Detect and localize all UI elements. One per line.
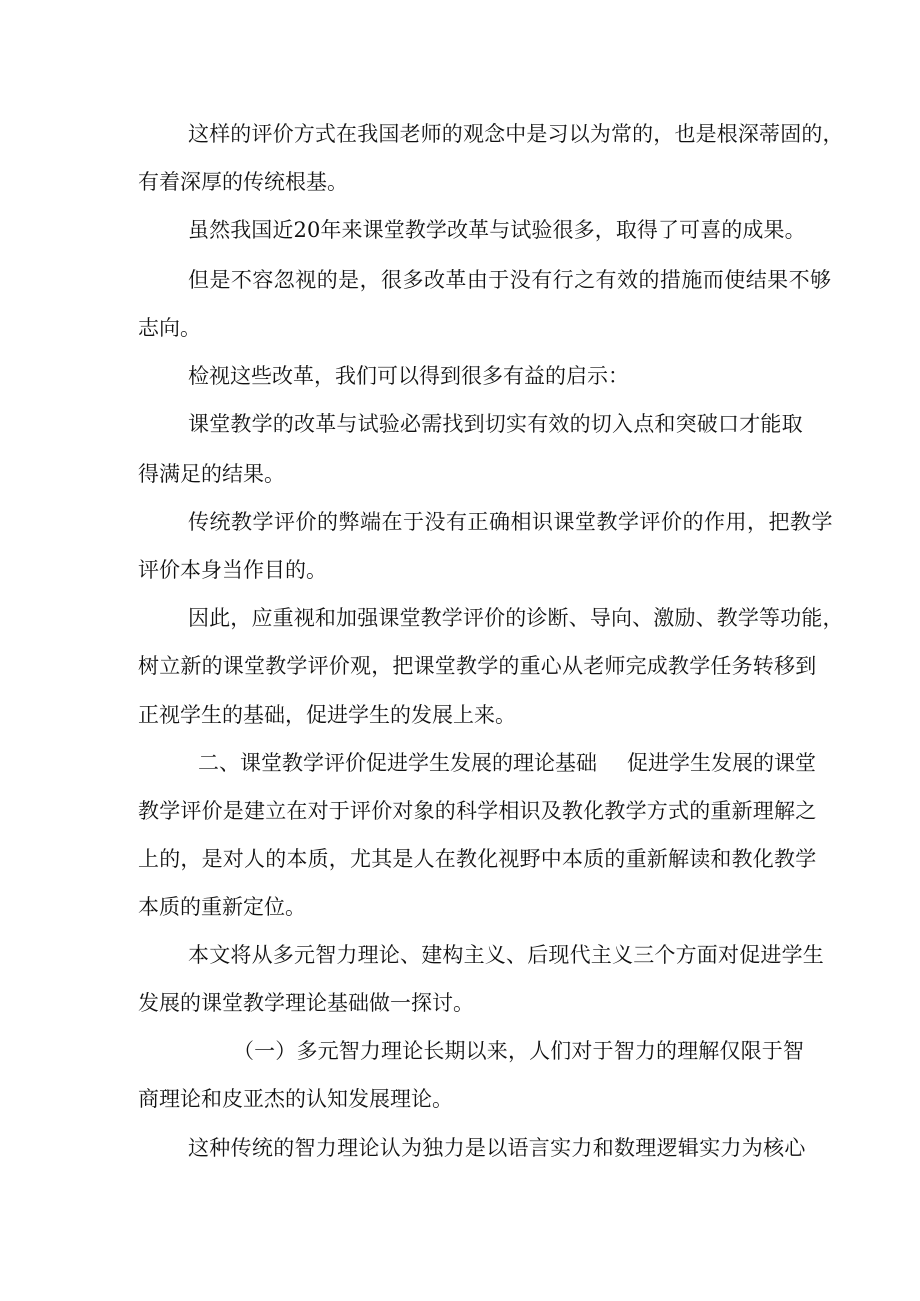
paragraph-4: 检视这些改革，我们可以得到很多有益的启示： <box>188 364 629 388</box>
section-heading-line <box>198 749 816 777</box>
paragraph-9-line-1: 本文将从多元智力理论、建构主义、后现代主义三个方面对促进学生 <box>188 943 824 967</box>
paragraph-8-line-3: 上的，是对人的本质，尤其是人在教化视野中本质的重新解读和教化教学 <box>138 847 817 871</box>
paragraph-5-line-2: 得满足的结果。 <box>138 462 285 486</box>
paragraph-8-start: 促进学生发展的课堂 <box>627 751 816 775</box>
section-heading: 二、课堂教学评价促进学生发展的理论基础 <box>198 751 597 775</box>
paragraph-6-line-1: 传统教学评价的弊端在于没有正确相识课堂教学评价的作用，把教学 <box>188 510 833 534</box>
paragraph-7-line-2: 树立新的课堂教学评价观，把课堂教学的重心从老师完成教学任务转移到 <box>138 654 817 678</box>
paragraph-6-line-2: 评价本身当作目的。 <box>138 558 327 582</box>
paragraph-8-line-2: 教学评价是建立在对于评价对象的科学相识及教化教学方式的重新理解之 <box>138 799 817 823</box>
subsection-heading-line: （一）多元智力理论长期以来，人们对于智力的理解仅限于智 <box>233 1039 805 1063</box>
paragraph-2: 虽然我国近20年来课堂教学改革与试验很多，取得了可喜的成果。 <box>188 218 806 242</box>
paragraph-9-line-2: 发展的课堂教学理论基础做一探讨。 <box>138 991 474 1015</box>
paragraph-3-line-1: 但是不容忽视的是，很多改革由于没有行之有效的措施而使结果不够 <box>188 268 832 292</box>
paragraph-7-line-3: 正视学生的基础，促进学生的发展上来。 <box>138 703 516 727</box>
paragraph-8-line-4: 本质的重新定位。 <box>138 895 306 919</box>
paragraph-1-line-2: 有着深厚的传统根基。 <box>138 170 348 194</box>
paragraph-10-line-2: 商理论和皮亚杰的认知发展理论。 <box>138 1087 453 1111</box>
paragraph-11-line-1: 这种传统的智力理论认为独力是以语言实力和数理逻辑实力为核心 <box>188 1136 806 1160</box>
paragraph-1-line-1: 这样的评价方式在我国老师的观念中是习以为常的，也是根深蒂固的， <box>188 122 844 146</box>
paragraph-7-line-1: 因此，应重视和加强课堂教学评价的诊断、导向、激励、教学等功能， <box>188 606 844 630</box>
paragraph-3-line-2: 志向。 <box>138 316 201 340</box>
paragraph-5-line-1: 课堂教学的改革与试验必需找到切实有效的切入点和突破口才能取 <box>188 412 803 436</box>
